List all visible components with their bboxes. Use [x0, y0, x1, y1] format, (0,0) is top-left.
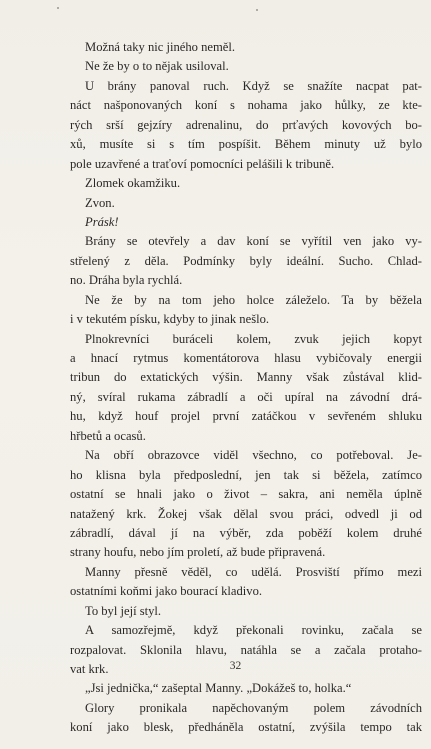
text-line: no. Dráha byla rychlá.	[70, 273, 183, 288]
text-line: vat krk.	[70, 662, 109, 676]
text-line: ostatní se hnali jako o život – sakra, ani neměla úplně	[70, 487, 422, 502]
text-line: rozpalovat. Sklonila hlavu, natáhla se a začala protaho-	[70, 642, 422, 657]
text-line: náct našponovaných koní s nohama jako hůlky, ze kte-	[70, 98, 422, 113]
text-line: zábradlí, dával jí na výběr, zda poběží kolem druhé	[70, 525, 422, 540]
text-line: hu, když houf projel první zatáčkou v sevřeném shluku	[70, 409, 422, 424]
text-line: Zvon.	[85, 195, 115, 210]
text-line: natažený krk. Žokej však dělal svou práci, odvedl ji od	[70, 506, 422, 521]
text-line: Na obří obrazovce viděl všechno, co potřeboval. Je-	[85, 448, 422, 463]
text-line: To byl její styl.	[85, 603, 162, 618]
text-line: Ne že by o to nějak usiloval.	[85, 59, 229, 74]
text-line: tribun do extatických výšin. Manny však zůstával klid-	[70, 370, 422, 385]
text-line: a hnací rytmus komentátorova hlasu vybičovaly energii	[70, 351, 422, 365]
text-line: koní jako blesk, předháněla ostatní, zvýšila tempo tak	[70, 720, 422, 735]
scan-speck	[57, 7, 59, 9]
text-line: strany houfu, nebo jím proletí, až bude připravená.	[70, 545, 326, 560]
page-number: 32	[229, 660, 242, 672]
text-line: A samozřejmě, když překonali rovinku, začala se	[85, 623, 422, 638]
text-line: pole uzavřené a traťoví pomocníci pelášili k tribuně.	[70, 156, 335, 171]
text-line: Ne že by na tom jeho holce záleželo. Ta by běžela	[85, 292, 422, 307]
body-text	[70, 38, 422, 738]
text-line: hřbetů a ocasů.	[70, 428, 146, 443]
text-line: Možná taky nic jiného neměl.	[85, 40, 236, 54]
text-line: střelený z děla. Podmínky byly ideální. Sucho. Chlad-	[70, 253, 422, 268]
text-line: Prásk!	[85, 214, 119, 229]
text-line: xů, musíte si s tím pospíšit. Během minuty už bylo	[70, 137, 422, 152]
text-line: Manny přesně věděl, co udělá. Prosviští přímo mezi	[85, 564, 422, 579]
scan-speck	[256, 9, 258, 11]
text-line: ný, svíral rukama zábradlí a oči upíral na závodní drá-	[70, 389, 422, 404]
text-line: rých srší gejzíry adrenalinu, do prťavých kovových bo-	[70, 117, 422, 132]
text-line: „Jsi jednička,“ zašeptal Manny. „Dokážeš to, holka.“	[85, 681, 352, 696]
text-line: Zlomek okamžiku.	[85, 176, 181, 191]
text-line: U brány panoval ruch. Když se snažíte nacpat pat-	[85, 78, 422, 93]
text-line: Plnokrevníci buráceli kolem, zvuk jejich kopyt	[85, 331, 422, 346]
text-line: Glory pronikala napěchovaným polem závodních	[85, 700, 422, 715]
text-line: i v tekutém písku, kdyby to jinak nešlo.	[70, 312, 270, 327]
text-line: ho klisna byla předposlední, jen tak si běžela, zatímco	[70, 467, 422, 482]
text-line: ostatními koňmi jako bourací kladivo.	[70, 584, 263, 599]
text-line: Brány se otevřely a dav koní se vyřítil ven jako vy-	[85, 234, 422, 249]
